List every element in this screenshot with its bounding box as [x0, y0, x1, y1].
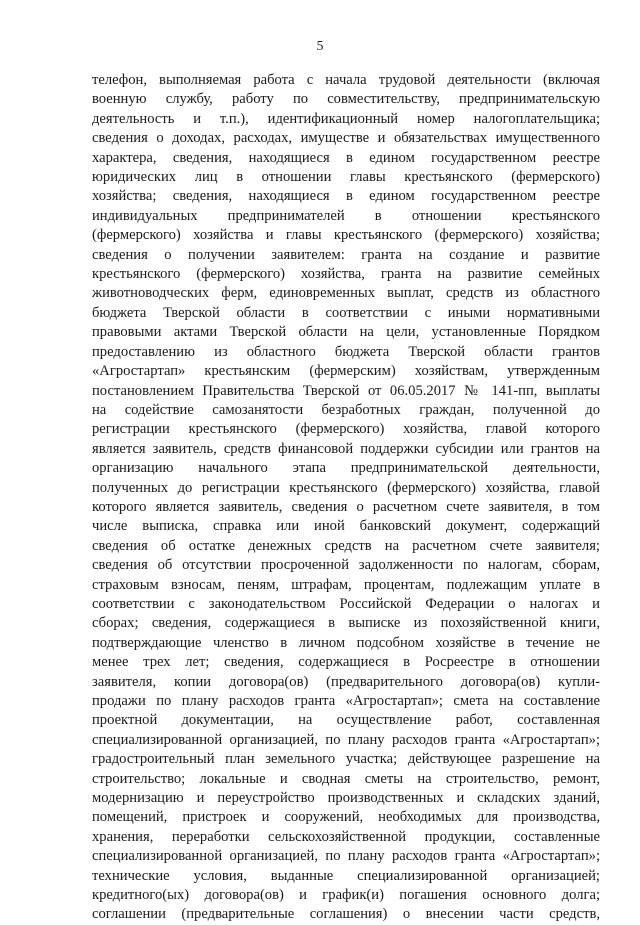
text-line: полученных до регистрации крестьянского (фермерского) хозяйства, главой [92, 479, 600, 496]
text-line: градостроительный план земельного участка; действующее разрешение на [92, 751, 600, 768]
text-line: хранения, переработки сельскохозяйственной продукции, составленные [92, 828, 600, 845]
text-line: животноводческих ферм, единовременных выплат, средств из областного [92, 285, 600, 302]
text-line: проектной документации, на осуществление работ, составленная [92, 712, 600, 729]
text-line: военную службу, работу по совместительству, предпринимательскую [92, 91, 600, 108]
text-line: постановлением Правительства Тверской от 06.05.2017 № 141-пп, выплаты [92, 382, 600, 399]
text-line: организацию начального этапа предпринимательской деятельности, [92, 460, 600, 477]
text-line: технические условия, выданные специализированной организацией; [92, 867, 600, 884]
text-line: крестьянского (фермерского) хозяйства, гранта на развитие семейных [92, 266, 600, 283]
text-line: регистрации крестьянского (фермерского) хозяйства, главой которого [92, 421, 600, 438]
text-line: соглашении (предварительные соглашения) о внесении части средств, [92, 906, 600, 923]
text-line: помещений, пристроек и сооружений, необходимых для производства, [92, 809, 600, 826]
text-line: сборах; сведения, содержащиеся в выписке из похозяйственной книги, [92, 615, 600, 632]
text-line: продажи по плану расходов гранта «Агростартап»; смета на составление [92, 693, 600, 709]
text-line: на содействие самозанятости безработных граждан, полученной до [92, 401, 600, 418]
text-line: сведения о получении заявителем: гранта на создание и развитие [92, 246, 600, 263]
text-line: специализированной организацией, по плану расходов гранта «Агростартап»; [92, 731, 600, 748]
text-line: строительство; локальные и сводная сметы на строительство, ремонт, [92, 770, 600, 787]
text-line: числе выписка, справка или иной банковский документ, содержащий [92, 518, 600, 535]
body-text [92, 71, 600, 925]
text-line: хозяйства; сведения, находящиеся в едином государственном реестре [92, 188, 600, 205]
text-line: характера, сведения, находящиеся в едином государственном реестре [92, 149, 600, 166]
text-line: «Агростартап» крестьянским (фермерским) хозяйствам, утвержденным [92, 363, 600, 380]
text-line: деятельность и т.п.), идентификационный номер налогоплательщика; [92, 110, 600, 127]
text-line: сведения об отсутствии просроченной задолженности по налогам, сборам, [92, 557, 600, 574]
text-line: кредитного(ых) договора(ов) и график(и) погашения основного долга; [92, 887, 600, 904]
text-line: правовыми актами Тверской области на цели, установленные Порядком [92, 324, 600, 341]
text-line: бюджета Тверской области в соответствии с иными нормативными [92, 304, 600, 321]
text-line: менее трех лет; сведения, содержащиеся в Росреестре в отношении [92, 654, 600, 671]
text-line: является заявитель, средств финансовой поддержки субсидии или грантов на [92, 440, 600, 457]
text-line: которого является заявитель, сведения о расчетном счете заявителя, в том [92, 498, 600, 515]
text-line: подтверждающие членство в личном подсобном хозяйстве в течение не [92, 634, 600, 651]
text-line: юридических лиц в отношении главы крестьянского (фермерского) [92, 169, 600, 186]
text-line: модернизацию и переустройство производственных и складских зданий, [92, 790, 600, 807]
page-number: 5 [316, 38, 324, 53]
text-line: сведения о доходах, расходах, имуществе и обязательствах имущественного [92, 130, 600, 147]
text-line: индивидуальных предпринимателей в отношении крестьянского [92, 207, 600, 224]
text-line: заявителя, копии договора(ов) (предварительного договора(ов) купли- [92, 673, 600, 690]
text-line: страховым взносам, пеням, штрафам, процентам, подлежащим уплате в [92, 576, 600, 593]
text-line: соответствии с законодательством Российской Федерации о налогах и [92, 595, 600, 612]
text-line: сведения об остатке денежных средств на расчетном счете заявителя; [92, 537, 600, 554]
text-line: предоставлению из областного бюджета Тверской области грантов [92, 343, 600, 360]
text-line: телефон, выполняемая работа с начала трудовой деятельности (включая [92, 72, 600, 88]
text-line: специализированной организацией, по плану расходов гранта «Агростартап»; [92, 848, 600, 865]
text-line: (фермерского) хозяйства и главы крестьянского (фермерского) хозяйства; [92, 227, 600, 244]
